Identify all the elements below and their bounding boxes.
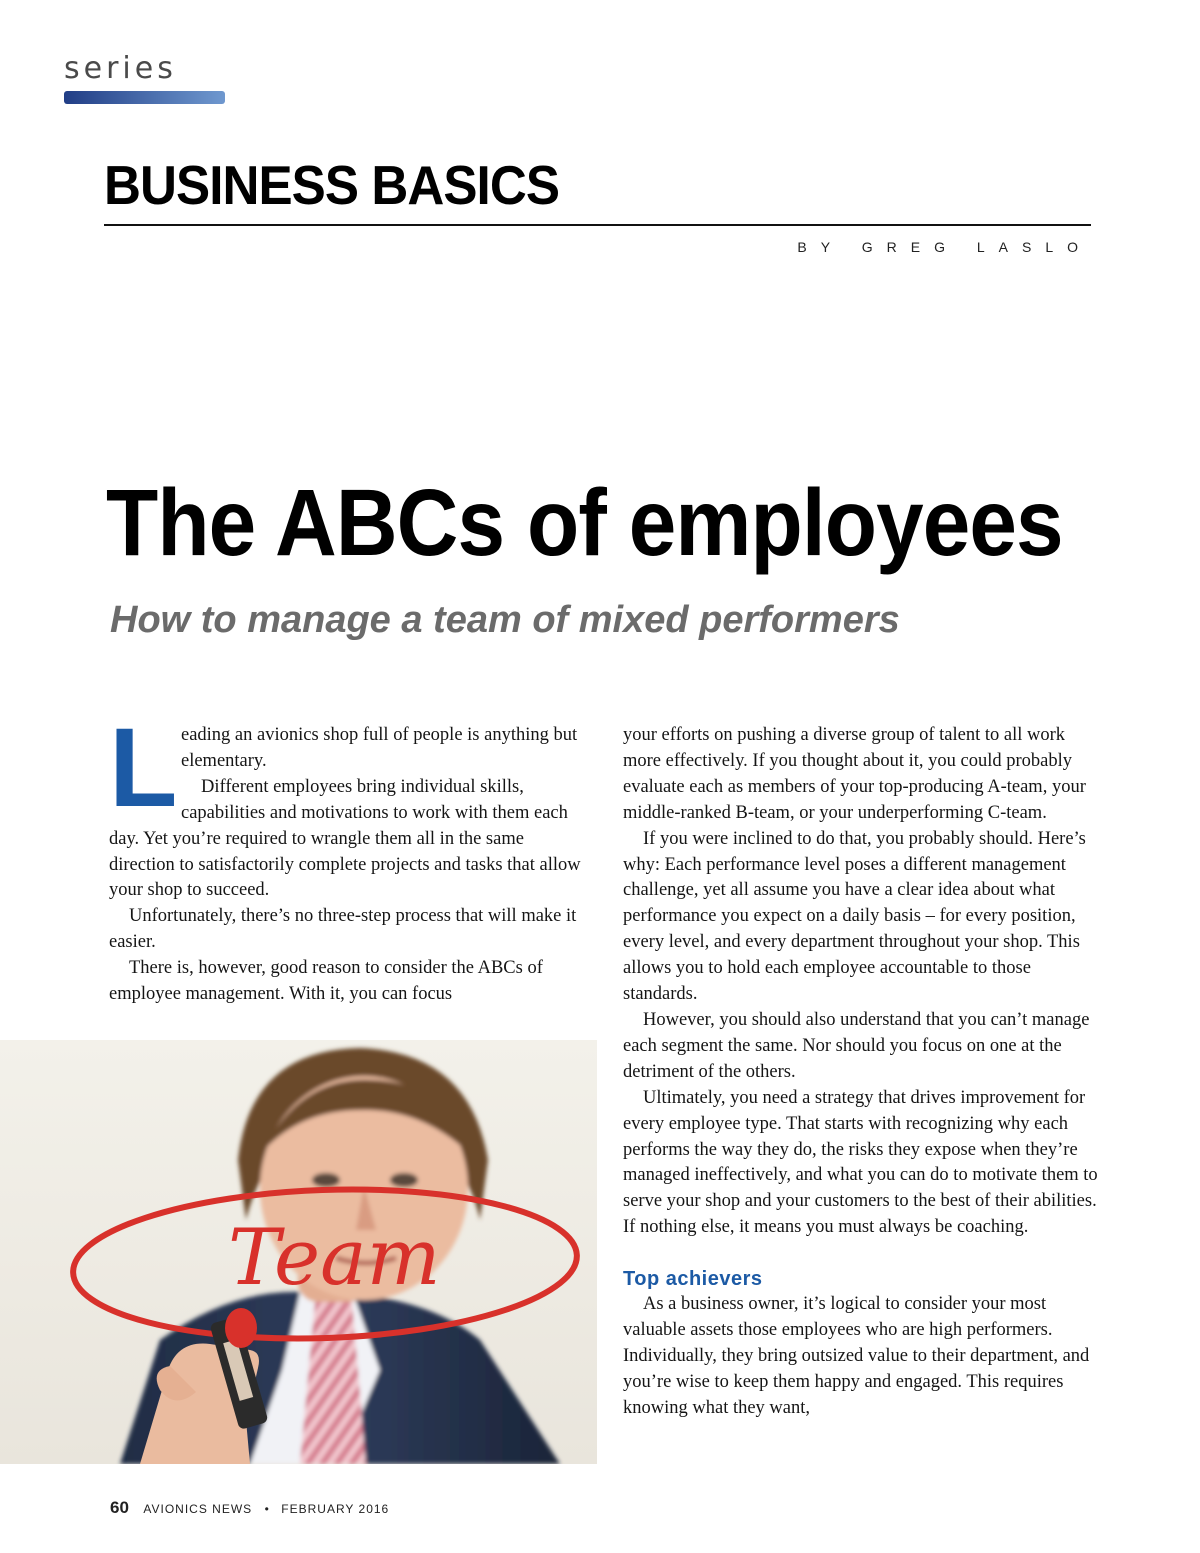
paragraph: However, you should also understand that you can’t manage each segment the same. Nor should you focus on one at the detriment of the others. [623,1009,1090,1082]
page-number: 60 [110,1498,129,1517]
section-title: BUSINESS BASICS [104,154,560,216]
paragraph: Ultimately, you need a strategy that drives improvement for every employee type. That starts with recognizing why each performs the way they do, the risks they expose when they’re managed ineffectively, and what you can do to motivate them to serve your shop and your customers to the best of their abilities. If nothing else, it means you must always be coaching. [623,1087,1098,1238]
publication-name: AVIONICS NEWS [143,1502,253,1516]
paragraph: Unfortunately, there’s no three-step process that will make it easier. [109,906,577,953]
issue-date: FEBRUARY 2016 [281,1502,390,1516]
paragraph: Different employees bring individual skills, capabilities and motivations to work with them each day. Yet you’re required to wrangle them all in the same direction to satisfactorily complete projects and tasks that allow your shop to succeed. [109,776,581,901]
article-subtitle: How to manage a team of mixed performers [110,599,900,641]
paragraph: eading an avionics shop full of people is anything but elementary. [181,725,578,771]
drop-cap: L [109,705,178,830]
paragraph: As a business owner, it’s logical to consider your most valuable assets those employees who are high performers. Individually, they bring outsized value to their department, and you’re wise to keep them happy and engaged. This requires knowing what they want, [623,1294,1090,1418]
article-title: The ABCs of employees [106,470,1063,576]
right-column [623,723,1101,1422]
article-photo [0,1040,597,1464]
paragraph: If you were inclined to do that, you probably should. Here’s why: Each performance level poses a different management challenge, yet all assume you have a clear idea about what performance you expect on a daily basis – for every position, every level, and every department throughout your shop. This allows you to hold each employee accountable to those standards. [623,828,1086,1005]
paragraph: your efforts on pushing a diverse group of talent to all work more effectively. If you thought about it, you could probably evaluate each as members of your top-producing A-team, your middle-ranked B-team, or your underperforming C-team. [623,725,1086,823]
marker-cap [225,1308,257,1348]
section-heading: Top achievers [623,1268,763,1291]
page-footer [110,1499,389,1517]
paragraph: There is, however, good reason to consider the ABCs of employee management. With it, you can focus [109,958,543,1005]
photo-text: Team [228,1213,441,1303]
footer-separator: • [264,1502,269,1516]
byline: BY GREG LASLO [797,239,1092,255]
photo-illustration [0,1040,597,1464]
left-column [109,705,587,1008]
eye-right [390,1173,418,1187]
section-rule [104,224,1091,226]
series-label: series [64,51,177,86]
series-bar [64,91,225,104]
eye-left [312,1173,340,1187]
